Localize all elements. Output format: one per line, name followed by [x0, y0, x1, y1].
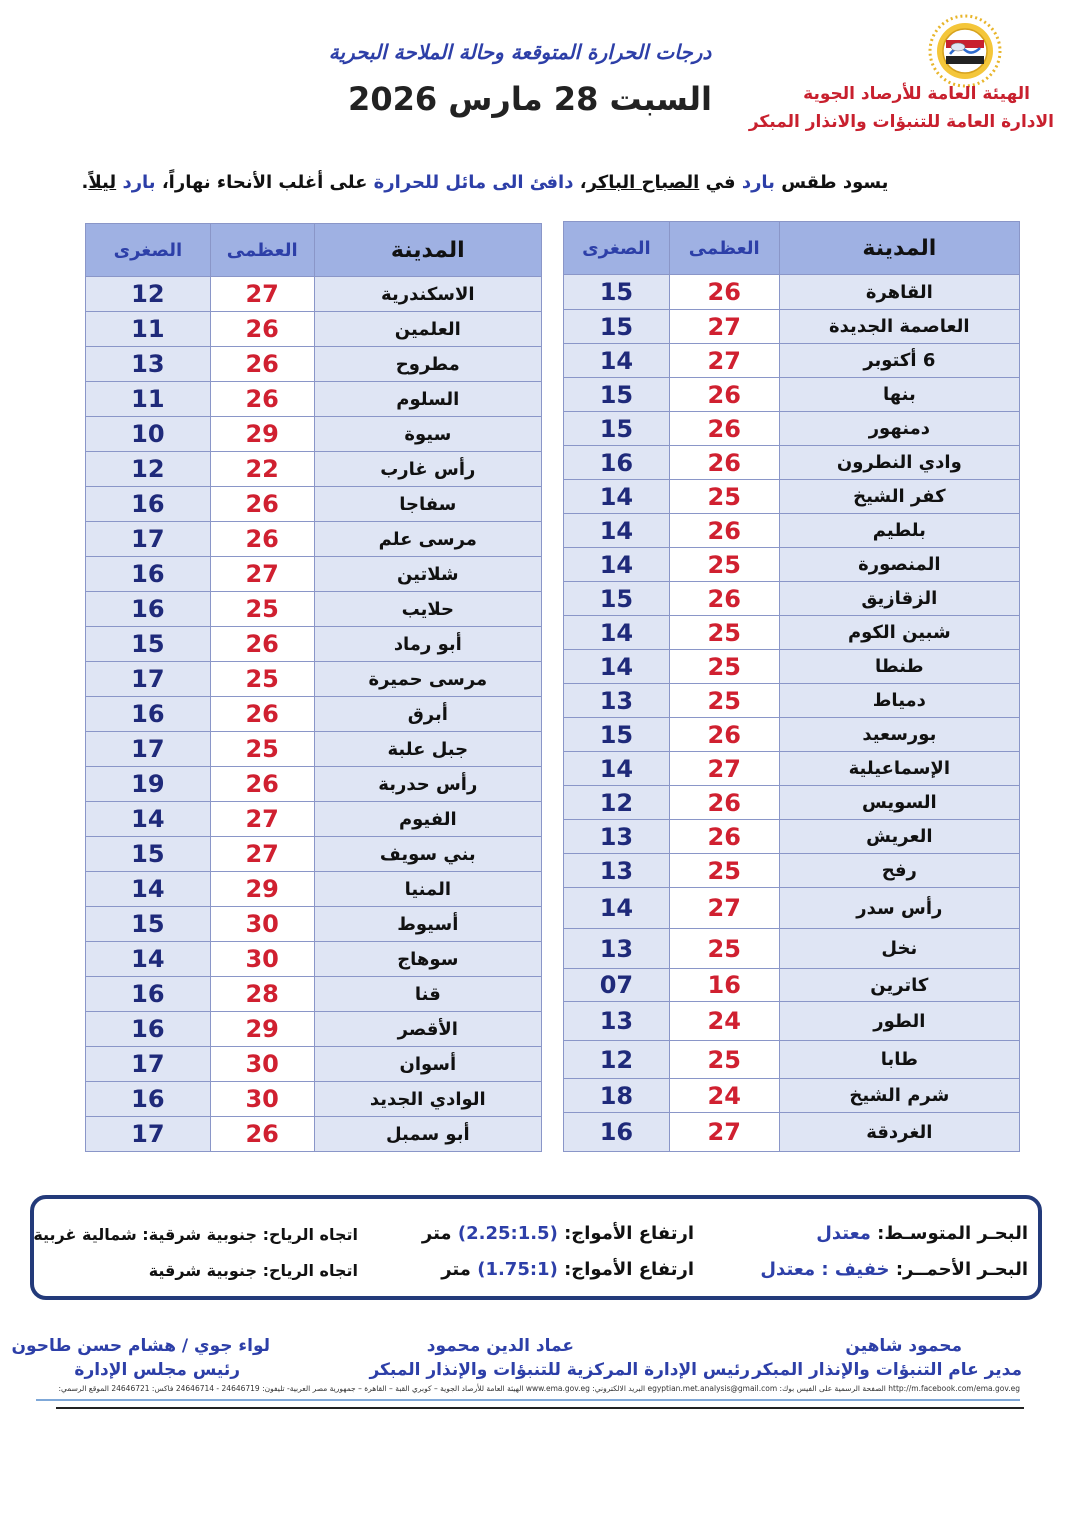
max-temp-cell: 25 — [669, 548, 779, 582]
max-temp-cell: 26 — [210, 627, 314, 662]
table-row — [564, 616, 1020, 650]
min-temp-cell: 15 — [86, 837, 211, 872]
table-row — [564, 582, 1020, 616]
city-cell: مطروح — [314, 347, 541, 382]
max-temp-cell: 27 — [669, 1113, 779, 1152]
table-row — [86, 557, 542, 592]
max-temp-cell: 25 — [669, 616, 779, 650]
city-cell: أبو رماد — [314, 627, 541, 662]
summary-text: يسود طقس — [774, 172, 889, 193]
min-temp-cell: 15 — [564, 412, 670, 446]
summary-text: في — [699, 172, 742, 193]
red-waves-value: (1.75:1) — [477, 1259, 558, 1280]
max-temp-cell: 26 — [669, 786, 779, 820]
max-temp-cell: 25 — [669, 854, 779, 888]
min-temp-cell: 14 — [564, 888, 670, 929]
min-temp-cell: 12 — [86, 452, 211, 487]
min-temp-cell: 16 — [86, 977, 211, 1012]
summary-text: . — [81, 172, 89, 193]
signature-3-name: لواء جوي / هشام حسن طاحون — [11, 1336, 270, 1356]
min-temp-cell: 14 — [564, 650, 670, 684]
contact-footer: http://m.facebook.com/ema.gov.eg الصفحة الرسمية على الفيس بوك: egyptian.met.analysis@gmail.com البريد الالكتروني: www.ema.gov.eg الهيئة العامة للأرصاد الجوية – كوبري القبة – القاهرة – جمهورية مصر العربية- تليفون: 24646719 - 24646714 فاكس: 24646721 الموقع الرسمي: — [58, 1384, 1020, 1393]
table-row — [564, 1079, 1020, 1113]
red-sea-waves — [441, 1259, 694, 1280]
min-temp-cell: 16 — [564, 1113, 670, 1152]
signature-1-name: محمود شاهين — [845, 1336, 962, 1356]
max-temp-cell: 26 — [210, 347, 314, 382]
min-temp-cell: 07 — [564, 969, 670, 1002]
max-temp-cell: 30 — [210, 1082, 314, 1117]
table-row — [86, 627, 542, 662]
city-cell: رأس حدربة — [314, 767, 541, 802]
table-row — [564, 888, 1020, 929]
city-cell: جبل علبة — [314, 732, 541, 767]
city-cell: طابا — [779, 1041, 1019, 1079]
city-cell: مرسى علم — [314, 522, 541, 557]
max-temp-cell: 25 — [669, 929, 779, 969]
ema-logo — [928, 14, 1002, 88]
city-cell: بني سويف — [314, 837, 541, 872]
table-row — [564, 548, 1020, 582]
min-temp-cell: 13 — [86, 347, 211, 382]
max-temp-cell: 27 — [210, 277, 314, 312]
max-temp-cell: 28 — [210, 977, 314, 1012]
signature-1-title: مدير عام التنبؤات والإنذار المبكر — [752, 1360, 1022, 1380]
city-cell: الأقصر — [314, 1012, 541, 1047]
min-temp-cell: 17 — [86, 732, 211, 767]
org-department: الادارة العامة للتنبؤات والانذار المبكر — [748, 112, 1054, 132]
max-temp-cell: 26 — [669, 378, 779, 412]
table-row — [86, 802, 542, 837]
max-header: العظمى — [210, 224, 314, 277]
city-cell: المنصورة — [779, 548, 1019, 582]
city-cell: 6 أكتوبر — [779, 344, 1019, 378]
min-temp-cell: 15 — [564, 582, 670, 616]
med-waves-unit: متر — [421, 1223, 458, 1244]
min-temp-cell: 14 — [564, 344, 670, 378]
max-temp-cell: 29 — [210, 417, 314, 452]
min-temp-cell: 14 — [564, 548, 670, 582]
max-temp-cell: 27 — [669, 888, 779, 929]
min-temp-cell: 17 — [86, 1047, 211, 1082]
max-temp-cell: 26 — [210, 312, 314, 347]
max-temp-cell: 26 — [669, 275, 779, 310]
red-sea-value: خفيف : معتدل — [760, 1259, 890, 1280]
table-row — [86, 1082, 542, 1117]
signature-3-title: رئيس مجلس الإدارة — [74, 1360, 240, 1380]
table-row — [564, 786, 1020, 820]
min-temp-cell: 15 — [86, 627, 211, 662]
city-cell: شبين الكوم — [779, 616, 1019, 650]
max-temp-cell: 26 — [669, 514, 779, 548]
min-temp-cell: 16 — [86, 1012, 211, 1047]
max-temp-cell: 26 — [669, 718, 779, 752]
min-temp-cell: 13 — [564, 929, 670, 969]
min-temp-cell: 17 — [86, 1117, 211, 1152]
weather-summary — [60, 172, 910, 193]
city-cell: المنيا — [314, 872, 541, 907]
min-temp-cell: 18 — [564, 1079, 670, 1113]
min-temp-cell: 14 — [564, 616, 670, 650]
max-temp-cell: 29 — [210, 872, 314, 907]
city-cell: قنا — [314, 977, 541, 1012]
city-cell: بلطيم — [779, 514, 1019, 548]
city-cell: العاصمة الجديدة — [779, 310, 1019, 344]
min-temp-cell: 16 — [86, 592, 211, 627]
red-sea-state — [760, 1259, 1028, 1280]
city-cell: رأس سدر — [779, 888, 1019, 929]
min-header: الصغرى — [564, 222, 670, 275]
city-cell: الإسماعيلية — [779, 752, 1019, 786]
table-row — [564, 820, 1020, 854]
med-waves-label: ارتفاع الأمواج: — [557, 1223, 694, 1244]
summary-warm: دافئ الى مائل للحرارة — [373, 172, 574, 193]
city-cell: شلاتين — [314, 557, 541, 592]
city-cell: الفيوم — [314, 802, 541, 837]
med-sea-value: معتدل — [816, 1223, 871, 1244]
table-row — [564, 310, 1020, 344]
table-row — [86, 1117, 542, 1152]
max-temp-cell: 25 — [669, 480, 779, 514]
min-temp-cell: 15 — [86, 907, 211, 942]
table-row — [564, 480, 1020, 514]
max-temp-cell: 25 — [210, 732, 314, 767]
max-temp-cell: 26 — [669, 582, 779, 616]
city-cell: أبو سمبل — [314, 1117, 541, 1152]
min-temp-cell: 16 — [86, 1082, 211, 1117]
city-cell: الغردقة — [779, 1113, 1019, 1152]
table-row — [86, 452, 542, 487]
city-cell: العريش — [779, 820, 1019, 854]
table-row — [564, 344, 1020, 378]
max-temp-cell: 25 — [669, 684, 779, 718]
red-waves-label: ارتفاع الأمواج: — [557, 1259, 694, 1280]
city-cell: الوادي الجديد — [314, 1082, 541, 1117]
table-row — [86, 592, 542, 627]
city-cell: سوهاج — [314, 942, 541, 977]
city-cell: شرم الشيخ — [779, 1079, 1019, 1113]
table-row — [564, 1113, 1020, 1152]
min-header: الصغرى — [86, 224, 211, 277]
table-row — [86, 522, 542, 557]
city-cell: مرسى حميرة — [314, 662, 541, 697]
table-row — [86, 837, 542, 872]
med-sea-label: البحـر المتوسـط: — [870, 1223, 1028, 1244]
city-cell: دمياط — [779, 684, 1019, 718]
table-row — [564, 752, 1020, 786]
min-temp-cell: 13 — [564, 684, 670, 718]
min-temp-cell: 13 — [564, 854, 670, 888]
max-temp-cell: 25 — [210, 592, 314, 627]
max-temp-cell: 16 — [669, 969, 779, 1002]
max-temp-cell: 27 — [669, 752, 779, 786]
table-row — [86, 872, 542, 907]
summary-cold: بارد — [741, 172, 775, 193]
min-temp-cell: 12 — [86, 277, 211, 312]
city-cell: سفاجا — [314, 487, 541, 522]
table-row — [564, 1002, 1020, 1041]
temperature-table-left — [85, 223, 542, 1152]
min-temp-cell: 16 — [86, 697, 211, 732]
table-row — [86, 697, 542, 732]
min-temp-cell: 13 — [564, 1002, 670, 1041]
table-row — [86, 487, 542, 522]
max-temp-cell: 26 — [669, 412, 779, 446]
city-cell: بورسعيد — [779, 718, 1019, 752]
summary-cold-night: بارد — [122, 172, 156, 193]
min-temp-cell: 11 — [86, 312, 211, 347]
max-header: العظمى — [669, 222, 779, 275]
min-temp-cell: 16 — [86, 487, 211, 522]
med-sea-wind: اتجاه الرياح: جنوبية شرقية: شمالية غربية — [33, 1225, 358, 1244]
max-temp-cell: 26 — [210, 697, 314, 732]
signature-2-name: عماد الدين محمود — [426, 1336, 574, 1356]
max-temp-cell: 26 — [210, 767, 314, 802]
table-row — [86, 767, 542, 802]
city-cell: سيوة — [314, 417, 541, 452]
red-sea-label: البحـر الأحمــر: — [889, 1259, 1028, 1280]
max-temp-cell: 25 — [669, 650, 779, 684]
min-temp-cell: 14 — [564, 752, 670, 786]
table-row — [564, 969, 1020, 1002]
city-cell: نخل — [779, 929, 1019, 969]
summary-night: ليلاً — [88, 172, 117, 193]
signature-2-title: رئيس الإدارة المركزية للتنبؤات والإنذار المبكر — [369, 1360, 750, 1380]
city-cell: القاهرة — [779, 275, 1019, 310]
marine-conditions-panel — [30, 1195, 1042, 1300]
city-cell: العلمين — [314, 312, 541, 347]
summary-text: ، — [573, 172, 587, 193]
table-row — [86, 907, 542, 942]
min-temp-cell: 12 — [564, 1041, 670, 1079]
min-temp-cell: 11 — [86, 382, 211, 417]
summary-early-morning: الصباح الباكر — [586, 172, 700, 193]
city-cell: الزقازيق — [779, 582, 1019, 616]
city-cell: رأس غارب — [314, 452, 541, 487]
max-temp-cell: 30 — [210, 907, 314, 942]
max-temp-cell: 30 — [210, 1047, 314, 1082]
city-cell: دمنهور — [779, 412, 1019, 446]
min-temp-cell: 15 — [564, 275, 670, 310]
max-temp-cell: 26 — [669, 446, 779, 480]
max-temp-cell: 25 — [210, 662, 314, 697]
footer-divider — [56, 1407, 1024, 1409]
med-sea-state — [816, 1223, 1028, 1244]
table-row — [86, 382, 542, 417]
table-row — [564, 854, 1020, 888]
max-temp-cell: 26 — [669, 820, 779, 854]
min-temp-cell: 10 — [86, 417, 211, 452]
min-temp-cell: 15 — [564, 378, 670, 412]
max-temp-cell: 22 — [210, 452, 314, 487]
city-cell: وادي النطرون — [779, 446, 1019, 480]
red-waves-unit: متر — [441, 1259, 478, 1280]
min-temp-cell: 12 — [564, 786, 670, 820]
table-row — [564, 275, 1020, 310]
min-temp-cell: 19 — [86, 767, 211, 802]
table-row — [564, 684, 1020, 718]
city-header: المدينة — [314, 224, 541, 277]
table-row — [564, 1041, 1020, 1079]
summary-text: على أغلب الأنحاء نهاراً، — [155, 172, 374, 193]
min-temp-cell: 16 — [86, 557, 211, 592]
table-row — [86, 312, 542, 347]
max-temp-cell: 27 — [669, 310, 779, 344]
max-temp-cell: 26 — [210, 522, 314, 557]
city-cell: بنها — [779, 378, 1019, 412]
city-cell: الطور — [779, 1002, 1019, 1041]
city-cell: أسيوط — [314, 907, 541, 942]
city-cell: أبرق — [314, 697, 541, 732]
max-temp-cell: 27 — [210, 837, 314, 872]
table-row — [86, 732, 542, 767]
max-temp-cell: 27 — [669, 344, 779, 378]
city-cell: السويس — [779, 786, 1019, 820]
max-temp-cell: 25 — [669, 1041, 779, 1079]
table-row — [86, 1012, 542, 1047]
table-row — [86, 942, 542, 977]
table-row — [564, 412, 1020, 446]
max-temp-cell: 27 — [210, 557, 314, 592]
med-waves-value: (2.25:1.5) — [457, 1223, 558, 1244]
table-row — [86, 277, 542, 312]
table-row — [564, 650, 1020, 684]
max-temp-cell: 24 — [669, 1002, 779, 1041]
max-temp-cell: 26 — [210, 1117, 314, 1152]
city-cell: حلايب — [314, 592, 541, 627]
table-row — [86, 347, 542, 382]
city-cell: كفر الشيخ — [779, 480, 1019, 514]
table-row — [564, 378, 1020, 412]
city-cell: طنطا — [779, 650, 1019, 684]
min-temp-cell: 15 — [564, 718, 670, 752]
min-temp-cell: 14 — [86, 872, 211, 907]
table-row — [86, 1047, 542, 1082]
red-sea-wind: اتجاه الرياح: جنوبية شرقية — [148, 1261, 358, 1280]
city-cell: كاترين — [779, 969, 1019, 1002]
min-temp-cell: 17 — [86, 662, 211, 697]
footer-divider — [36, 1399, 1020, 1401]
min-temp-cell: 13 — [564, 820, 670, 854]
max-temp-cell: 27 — [210, 802, 314, 837]
table-row — [564, 514, 1020, 548]
table-row — [564, 929, 1020, 969]
org-name: الهيئة العامة للأرصاد الجوية — [803, 84, 1030, 104]
min-temp-cell: 17 — [86, 522, 211, 557]
min-temp-cell: 14 — [86, 942, 211, 977]
max-temp-cell: 26 — [210, 487, 314, 522]
document-title: درجات الحرارة المتوقعة وحالة الملاحة البحرية — [328, 40, 712, 64]
min-temp-cell: 16 — [564, 446, 670, 480]
city-cell: الاسكندرية — [314, 277, 541, 312]
table-row — [86, 662, 542, 697]
min-temp-cell: 14 — [86, 802, 211, 837]
min-temp-cell: 14 — [564, 514, 670, 548]
table-row — [86, 977, 542, 1012]
med-sea-waves — [422, 1223, 694, 1244]
min-temp-cell: 14 — [564, 480, 670, 514]
min-temp-cell: 15 — [564, 310, 670, 344]
table-row — [564, 446, 1020, 480]
temperature-table-right — [563, 221, 1020, 1152]
city-header: المدينة — [779, 222, 1019, 275]
table-row — [86, 417, 542, 452]
city-cell: رفح — [779, 854, 1019, 888]
max-temp-cell: 30 — [210, 942, 314, 977]
max-temp-cell: 26 — [210, 382, 314, 417]
city-cell: السلوم — [314, 382, 541, 417]
document-date: السبت 28 مارس 2026 — [348, 80, 712, 118]
table-row — [564, 718, 1020, 752]
city-cell: أسوان — [314, 1047, 541, 1082]
max-temp-cell: 29 — [210, 1012, 314, 1047]
max-temp-cell: 24 — [669, 1079, 779, 1113]
